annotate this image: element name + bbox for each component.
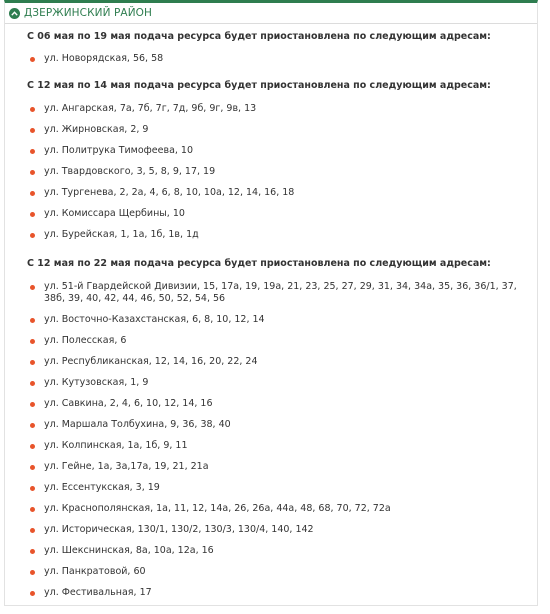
section-title: С 06 мая по 19 мая подача ресурса будет приостановлена по следующим адресам: [27,31,491,42]
list-item [27,566,537,578]
section-title: С 12 мая по 14 мая подача ресурса будет приостановлена по следующим адресам: [27,80,491,91]
chevron-up-icon[interactable] [9,8,20,19]
list-item [27,314,537,326]
list-item [27,398,537,410]
bullet-dot-icon [30,570,35,575]
district-panel [4,0,538,606]
district-header[interactable] [5,3,537,24]
bullet-dot-icon [30,170,35,175]
address-text: ул. Панкратовой, 60 [44,566,146,577]
bullet-dot-icon [30,465,35,470]
list-item [27,503,537,515]
bullet-dot-icon [30,360,35,365]
bullet-dot-icon [30,318,35,323]
address-text: ул. Ангарская, 7а, 7б, 7г, 7д, 9б, 9г, 9в, 13 [44,103,257,114]
address-text: ул. Твардовского, 3, 5, 8, 9, 17, 19 [44,166,216,177]
bullet-dot-icon [30,339,35,344]
address-text: ул. Фестивальная, 17 [44,587,152,598]
list-item [27,377,537,389]
bullet-dot-icon [30,444,35,449]
list-item [27,124,537,136]
address-text: ул. Савкина, 2, 4, 6, 10, 12, 14, 16 [44,398,213,409]
address-text: ул. Маршала Толбухина, 9, 36, 38, 40 [44,419,231,430]
list-item [27,145,537,157]
list-item [27,440,537,452]
address-text: ул. Политрука Тимофеева, 10 [44,145,194,156]
section-may-12-14 [27,79,537,241]
bullet-dot-icon [30,149,35,154]
address-text: ул. Гейне, 1а, 3а,17а, 19, 21, 21а [44,461,209,472]
address-text: ул. Историческая, 130/1, 130/2, 130/3, 130/4, 140, 142 [44,524,314,535]
list-item [27,587,537,599]
address-text: ул. Восточно-Казахстанская, 6, 8, 10, 12, 14 [44,314,265,325]
address-text: ул. Кутузовская, 1, 9 [44,377,149,388]
address-text: ул. Краснополянская, 1а, 11, 12, 14а, 26, 26а, 44а, 48, 68, 70, 72, 72а [44,503,391,514]
list-item [27,166,537,178]
address-list [27,103,537,241]
bullet-dot-icon [30,233,35,238]
address-text: ул. Полесская, 6 [44,335,127,346]
address-text: ул. Колпинская, 1а, 1б, 9, 11 [44,440,188,451]
address-text: ул. Новорядская, 56, 58 [44,53,164,64]
list-item [27,482,537,494]
bullet-dot-icon [30,381,35,386]
list-item [27,335,537,347]
bullet-dot-icon [30,486,35,491]
list-item [27,53,537,65]
bullet-dot-icon [30,423,35,428]
list-item [27,229,537,241]
address-text: ул. 51-й Гвардейской Дивизии, 15, 17а, 19, 19а, 21, 23, 25, 27, 29, 31, 34, 34а, 35, 36, 36/1, 37, 38б, 39, 40, 42, 44, 46, 50, 52, 54, 56 [44,281,517,304]
address-text: ул. Тургенева, 2, 2а, 4, 6, 8, 10, 10а, 12, 14, 16, 18 [44,187,295,198]
list-item [27,281,524,305]
list-item [27,103,537,115]
list-item [27,524,537,536]
address-text: ул. Шекснинская, 8а, 10а, 12а, 16 [44,545,214,556]
address-text: ул. Республиканская, 12, 14, 16, 20, 22, 24 [44,356,258,367]
bullet-dot-icon [30,107,35,112]
address-text: ул. Ессентукская, 3, 19 [44,482,160,493]
bullet-dot-icon [30,507,35,512]
bullet-dot-icon [30,128,35,133]
address-list [27,281,537,599]
address-text: ул. Комиссара Щербины, 10 [44,208,185,219]
bullet-dot-icon [30,212,35,217]
list-item [27,208,537,220]
list-item [27,187,537,199]
list-item [27,419,537,431]
bullet-dot-icon [30,57,35,62]
address-text: ул. Бурейская, 1, 1а, 1б, 1в, 1д [44,229,199,240]
section-may-06-19 [27,30,537,65]
section-may-12-22 [27,257,537,599]
bullet-dot-icon [30,591,35,596]
bullet-dot-icon [30,191,35,196]
bullet-dot-icon [30,549,35,554]
bullet-dot-icon [30,402,35,407]
bullet-dot-icon [30,528,35,533]
district-title: ДЗЕРЖИНСКИЙ РАЙОН [24,7,153,19]
outage-content [5,24,537,599]
address-list [27,53,537,65]
list-item [27,356,537,368]
list-item [27,545,537,557]
section-title: С 12 мая по 22 мая подача ресурса будет приостановлена по следующим адресам: [27,258,491,269]
list-item [27,461,537,473]
bullet-dot-icon [30,285,35,290]
address-text: ул. Жирновская, 2, 9 [44,124,149,135]
